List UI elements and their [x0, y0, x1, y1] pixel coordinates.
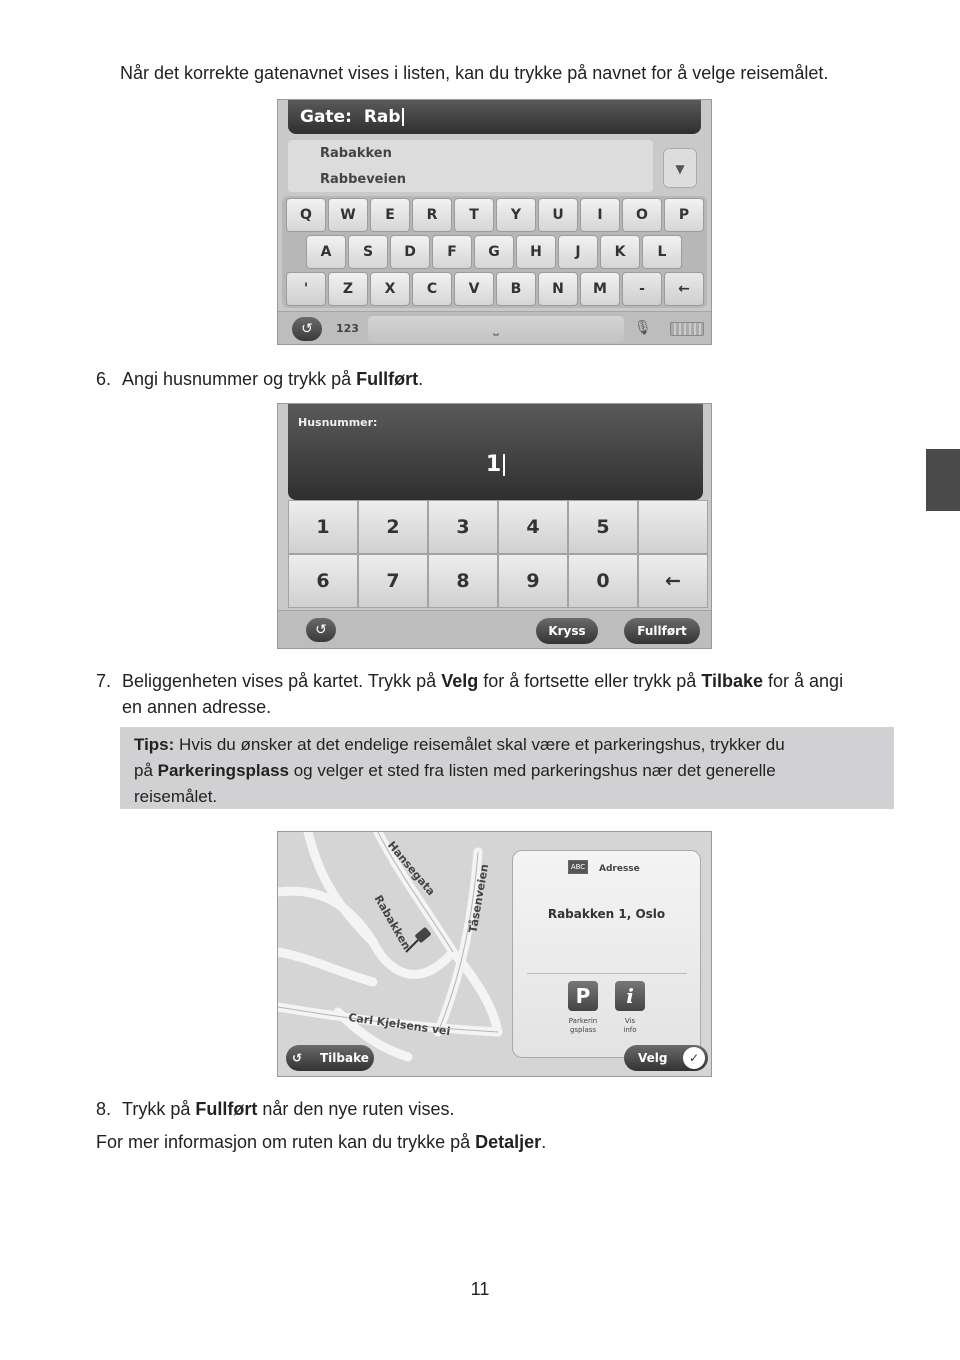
street-input-field[interactable] — [288, 100, 701, 134]
check-icon: ✓ — [683, 1047, 705, 1069]
key-9[interactable]: 9 — [498, 554, 568, 608]
backspace-icon[interactable]: ← — [664, 272, 704, 306]
key-apostrophe[interactable]: ' — [286, 272, 326, 306]
key-r[interactable]: R — [412, 198, 452, 232]
street-label: Tåsenveien — [466, 863, 492, 934]
back-button-label: Tilbake — [320, 1051, 369, 1065]
key-dash[interactable]: - — [622, 272, 662, 306]
parking-icon[interactable]: P — [568, 981, 598, 1011]
keyboard-bottom-bar — [278, 311, 712, 345]
key-b[interactable]: B — [496, 272, 536, 306]
street-label: Rabakken — [371, 892, 414, 953]
step-7: 7. Beliggenheten vises på kartet. Trykk på Velg for å fortsette eller trykk på Tilbake for å angi en annen adresse. — [96, 671, 844, 717]
house-number-field[interactable] — [288, 404, 703, 500]
house-number-screenshot — [277, 403, 712, 649]
key-m[interactable]: M — [580, 272, 620, 306]
key-3[interactable]: 3 — [428, 500, 498, 554]
info-label: Vis info — [623, 1017, 637, 1034]
key-g[interactable]: G — [474, 235, 514, 269]
key-f[interactable]: F — [432, 235, 472, 269]
number-pad — [288, 500, 708, 608]
key-e[interactable]: E — [370, 198, 410, 232]
suggestion-item[interactable]: Rabbeveien — [320, 172, 407, 187]
key-u[interactable]: U — [538, 198, 578, 232]
location-type: Adresse — [599, 864, 640, 874]
back-icon[interactable]: ↺ — [292, 317, 322, 341]
info-icon[interactable]: i — [615, 981, 645, 1011]
key-z[interactable]: Z — [328, 272, 368, 306]
key-8[interactable]: 8 — [428, 554, 498, 608]
key-l[interactable]: L — [642, 235, 682, 269]
key-1[interactable]: 1 — [288, 500, 358, 554]
back-button[interactable] — [286, 1045, 374, 1071]
text-cursor — [402, 108, 404, 126]
numeric-mode-button[interactable]: 123 — [336, 322, 359, 335]
key-q[interactable]: Q — [286, 198, 326, 232]
key-t[interactable]: T — [454, 198, 494, 232]
done-button[interactable]: Fullført — [624, 618, 700, 644]
divider — [527, 973, 687, 974]
key-a[interactable]: A — [306, 235, 346, 269]
keyboard-layout-icon[interactable] — [670, 322, 704, 336]
street-field-label: Gate: — [300, 107, 352, 127]
key-w[interactable]: W — [328, 198, 368, 232]
intro-paragraph: Når det korrekte gatenavnet vises i listen, kan du trykke på navnet for å velge reisemålet. — [120, 63, 829, 83]
key-i[interactable]: I — [580, 198, 620, 232]
key-2[interactable]: 2 — [358, 500, 428, 554]
key-v[interactable]: V — [454, 272, 494, 306]
suggestion-list — [288, 140, 653, 192]
key-d[interactable]: D — [390, 235, 430, 269]
tip-box: Tips: Hvis du ønsker at det endelige reisemålet skal være et parkeringshus, trykker du på Parkeringsplass og velger et sted fra listen med parkeringshus nær det generelle reisemålet. — [120, 727, 894, 809]
back-icon[interactable]: ↺ — [306, 618, 336, 642]
key-4[interactable]: 4 — [498, 500, 568, 554]
step-6: 6. Angi husnummer og trykk på Fullført. — [96, 369, 424, 389]
key-p[interactable]: P — [664, 198, 704, 232]
microphone-icon[interactable]: 🎙 — [634, 320, 652, 336]
select-button-label: Velg — [638, 1051, 668, 1065]
street-field-value: Rab — [363, 107, 401, 127]
key-j[interactable]: J — [558, 235, 598, 269]
parking-label: Parkerin gsplass — [568, 1017, 598, 1034]
key-h[interactable]: H — [516, 235, 556, 269]
details-paragraph: For mer informasjon om ruten kan du trykke på Detaljer. — [96, 1132, 547, 1152]
suggestion-item[interactable]: Rabakken — [320, 146, 392, 161]
street-label: Hansegata — [384, 838, 438, 899]
map-screenshot — [277, 831, 712, 1077]
space-key[interactable]: ⎵ — [368, 316, 624, 343]
key-7[interactable]: 7 — [358, 554, 428, 608]
map-bottom-bar — [278, 1038, 712, 1077]
text-cursor — [503, 454, 505, 476]
cross-button[interactable]: Kryss — [536, 618, 598, 644]
scroll-down-icon[interactable]: ▼ — [663, 148, 697, 188]
street-label: Carl Kjelsens vei — [347, 1010, 452, 1039]
key-s[interactable]: S — [348, 235, 388, 269]
house-number-label: Husnummer: — [298, 416, 378, 429]
house-number-value: 1 — [485, 452, 502, 477]
key-n[interactable]: N — [538, 272, 578, 306]
backspace-icon[interactable]: ← — [638, 554, 708, 608]
key-6[interactable]: 6 — [288, 554, 358, 608]
key-5[interactable]: 5 — [568, 500, 638, 554]
page-number: 11 — [470, 1279, 490, 1299]
number-bottom-bar — [278, 610, 712, 649]
select-button[interactable] — [624, 1045, 708, 1071]
back-icon: ↺ — [292, 1051, 303, 1065]
key-0[interactable]: 0 — [568, 554, 638, 608]
section-side-tab — [926, 449, 960, 511]
blank-key — [638, 500, 708, 554]
key-c[interactable]: C — [412, 272, 452, 306]
location-address: Rabakken 1, Oslo — [547, 907, 666, 921]
street-entry-screenshot — [277, 99, 712, 345]
key-k[interactable]: K — [600, 235, 640, 269]
key-o[interactable]: O — [622, 198, 662, 232]
keyboard — [282, 196, 707, 308]
key-y[interactable]: Y — [496, 198, 536, 232]
step-8: 8. Trykk på Fullført når den nye ruten vises. — [96, 1099, 455, 1119]
address-sign-icon: ABC — [568, 860, 588, 874]
key-x[interactable]: X — [370, 272, 410, 306]
location-info-panel — [512, 850, 701, 1058]
